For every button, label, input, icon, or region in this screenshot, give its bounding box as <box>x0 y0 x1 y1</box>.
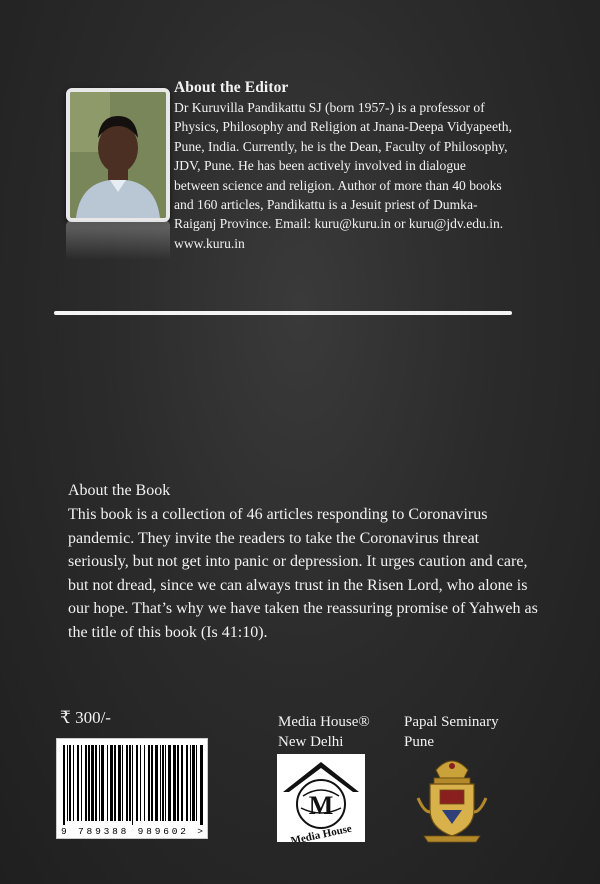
papal-seminary-name: Papal Seminary <box>404 714 499 730</box>
portrait-image <box>70 92 166 218</box>
book-description: This book is a collection of 46 articles responding to Coronavirus pandemic. They invite the readers to take the Coronavirus threat seriously, but not get into panic or depression. It urges caution and care, but not dread, since we can always trust in the Risen Lord, who alone is our hope. That’s why we have taken the reassuring promise of Yahweh as the title of this book (Is 41:10). <box>68 506 538 641</box>
barcode-number: 9 789388 989602 > <box>61 826 203 837</box>
section-divider <box>54 311 512 315</box>
media-house-city: New Delhi <box>278 734 344 750</box>
editor-photo <box>66 88 170 222</box>
book-heading: About the Book <box>68 482 171 499</box>
isbn-barcode <box>56 738 208 839</box>
papal-seminary-city: Pune <box>404 734 434 750</box>
papal-seminary-crest <box>414 752 490 846</box>
editor-heading: About the Editor <box>174 79 289 96</box>
media-house-logo <box>277 754 365 842</box>
media-house-name: Media House® <box>278 714 370 730</box>
svg-text:M: M <box>308 791 334 820</box>
price-label: ₹ 300/- <box>60 708 111 727</box>
media-house-logo-text: Media House <box>289 822 353 842</box>
editor-bio: Dr Kuruvilla Pandikattu SJ (born 1957-) is a professor of Physics, Philosophy and Religion at Jnana-Deepa Vidyapeeth, Pune, India. Currently, he is the Dean, Faculty of Philosophy, JDV, Pune. He has been actively involved in dialogue between science and religion. Author of more than 40 books and 160 articles, Pandikattu is a Jesuit priest of Dumka-Raiganj Province. Email: kuru@kuru.in or kuru@jdv.edu.in. www.kuru.in <box>174 100 512 251</box>
photo-reflection <box>66 220 170 260</box>
